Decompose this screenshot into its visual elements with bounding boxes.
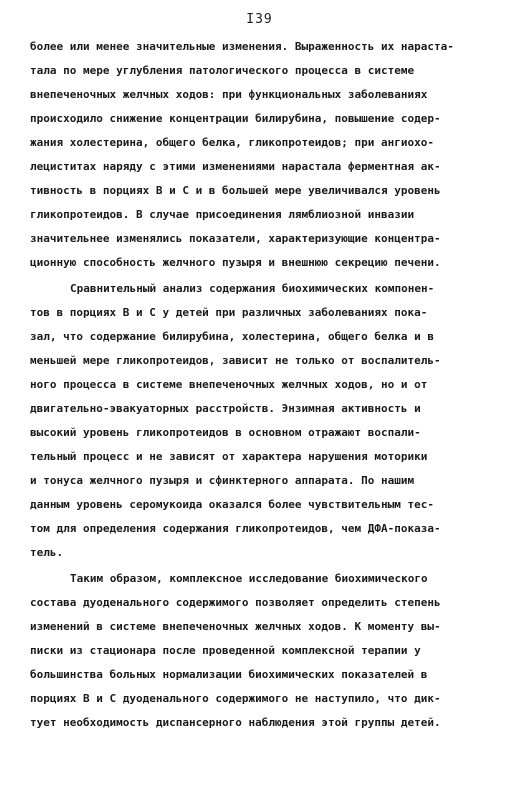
- text-line: ного процесса в системе внепеченочных желчных ходов, но и от: [30, 378, 428, 391]
- text-line: состава дуоденального содержимого позволяет определить степень: [30, 596, 441, 609]
- text-line: внепеченочных желчных ходов: при функциональных заболеваниях: [30, 88, 428, 101]
- text-line: изменений в системе внепеченочных желчных ходов. К моменту вы-: [30, 620, 441, 633]
- paragraph-start-line: Таким образом, комплексное исследование биохимического: [70, 572, 428, 585]
- text-line: данным уровень серомукоида оказался более чувствительным тес-: [30, 498, 434, 511]
- text-line: и тонуса желчного пузыря и сфинктерного аппарата. По нашим: [30, 474, 415, 487]
- text-line: высокий уровень гликопротеидов в основном отражают воспали-: [30, 426, 421, 439]
- text-line: тала по мере углубления патологического процесса в системе: [30, 64, 415, 77]
- text-line: тель.: [30, 546, 64, 559]
- text-line: писки из стационара после проведенной комплексной терапии у: [30, 644, 421, 657]
- text-line: более или менее значительные изменения. Выраженность их нараста-: [30, 40, 454, 53]
- text-line: жания холестерина, общего белка, гликопротеидов; при ангиохо-: [30, 136, 434, 149]
- text-line: лециститах наряду с этими изменениями нарастала ферментная ак-: [30, 160, 441, 173]
- text-line: порциях В и С дуоденального содержимого не наступило, что дик-: [30, 692, 441, 705]
- text-line: тивность в порциях В и С и в большей мере увеличивался уровень: [30, 184, 441, 197]
- text-line: тует необходимость диспансерного наблюдения этой группы детей.: [30, 716, 441, 729]
- paragraph-start-line: Сравнительный анализ содержания биохимических компонен-: [70, 282, 435, 295]
- text-line: тов в порциях В и С у детей при различных заболеваниях пока-: [30, 306, 428, 319]
- text-line: происходило снижение концентрации билирубина, повышение содер-: [30, 112, 441, 125]
- text-line: том для определения содержания гликопротеидов, чем ДФА-показа-: [30, 522, 441, 535]
- text-line: тельный процесс и не зависят от характера нарушения моторики: [30, 450, 428, 463]
- page-number: I39: [246, 12, 273, 27]
- text-line: зал, что содержание билирубина, холестерина, общего белка и в: [30, 330, 434, 343]
- text-line: меньшей мере гликопротеидов, зависит не только от воспалитель-: [30, 354, 441, 367]
- text-line: большинства больных нормализации биохимических показателей в: [30, 668, 428, 681]
- text-line: гликопротеидов. В случае присоединения лямблиозной инвазии: [30, 208, 415, 221]
- text-line: двигательно-эвакуаторных расстройств. Энзимная активность и: [30, 402, 421, 415]
- text-line: значительнее изменялись показатели, характеризующие концентра-: [30, 232, 441, 245]
- text-line: ционную способность желчного пузыря и внешнюю секрецию печени.: [30, 256, 441, 269]
